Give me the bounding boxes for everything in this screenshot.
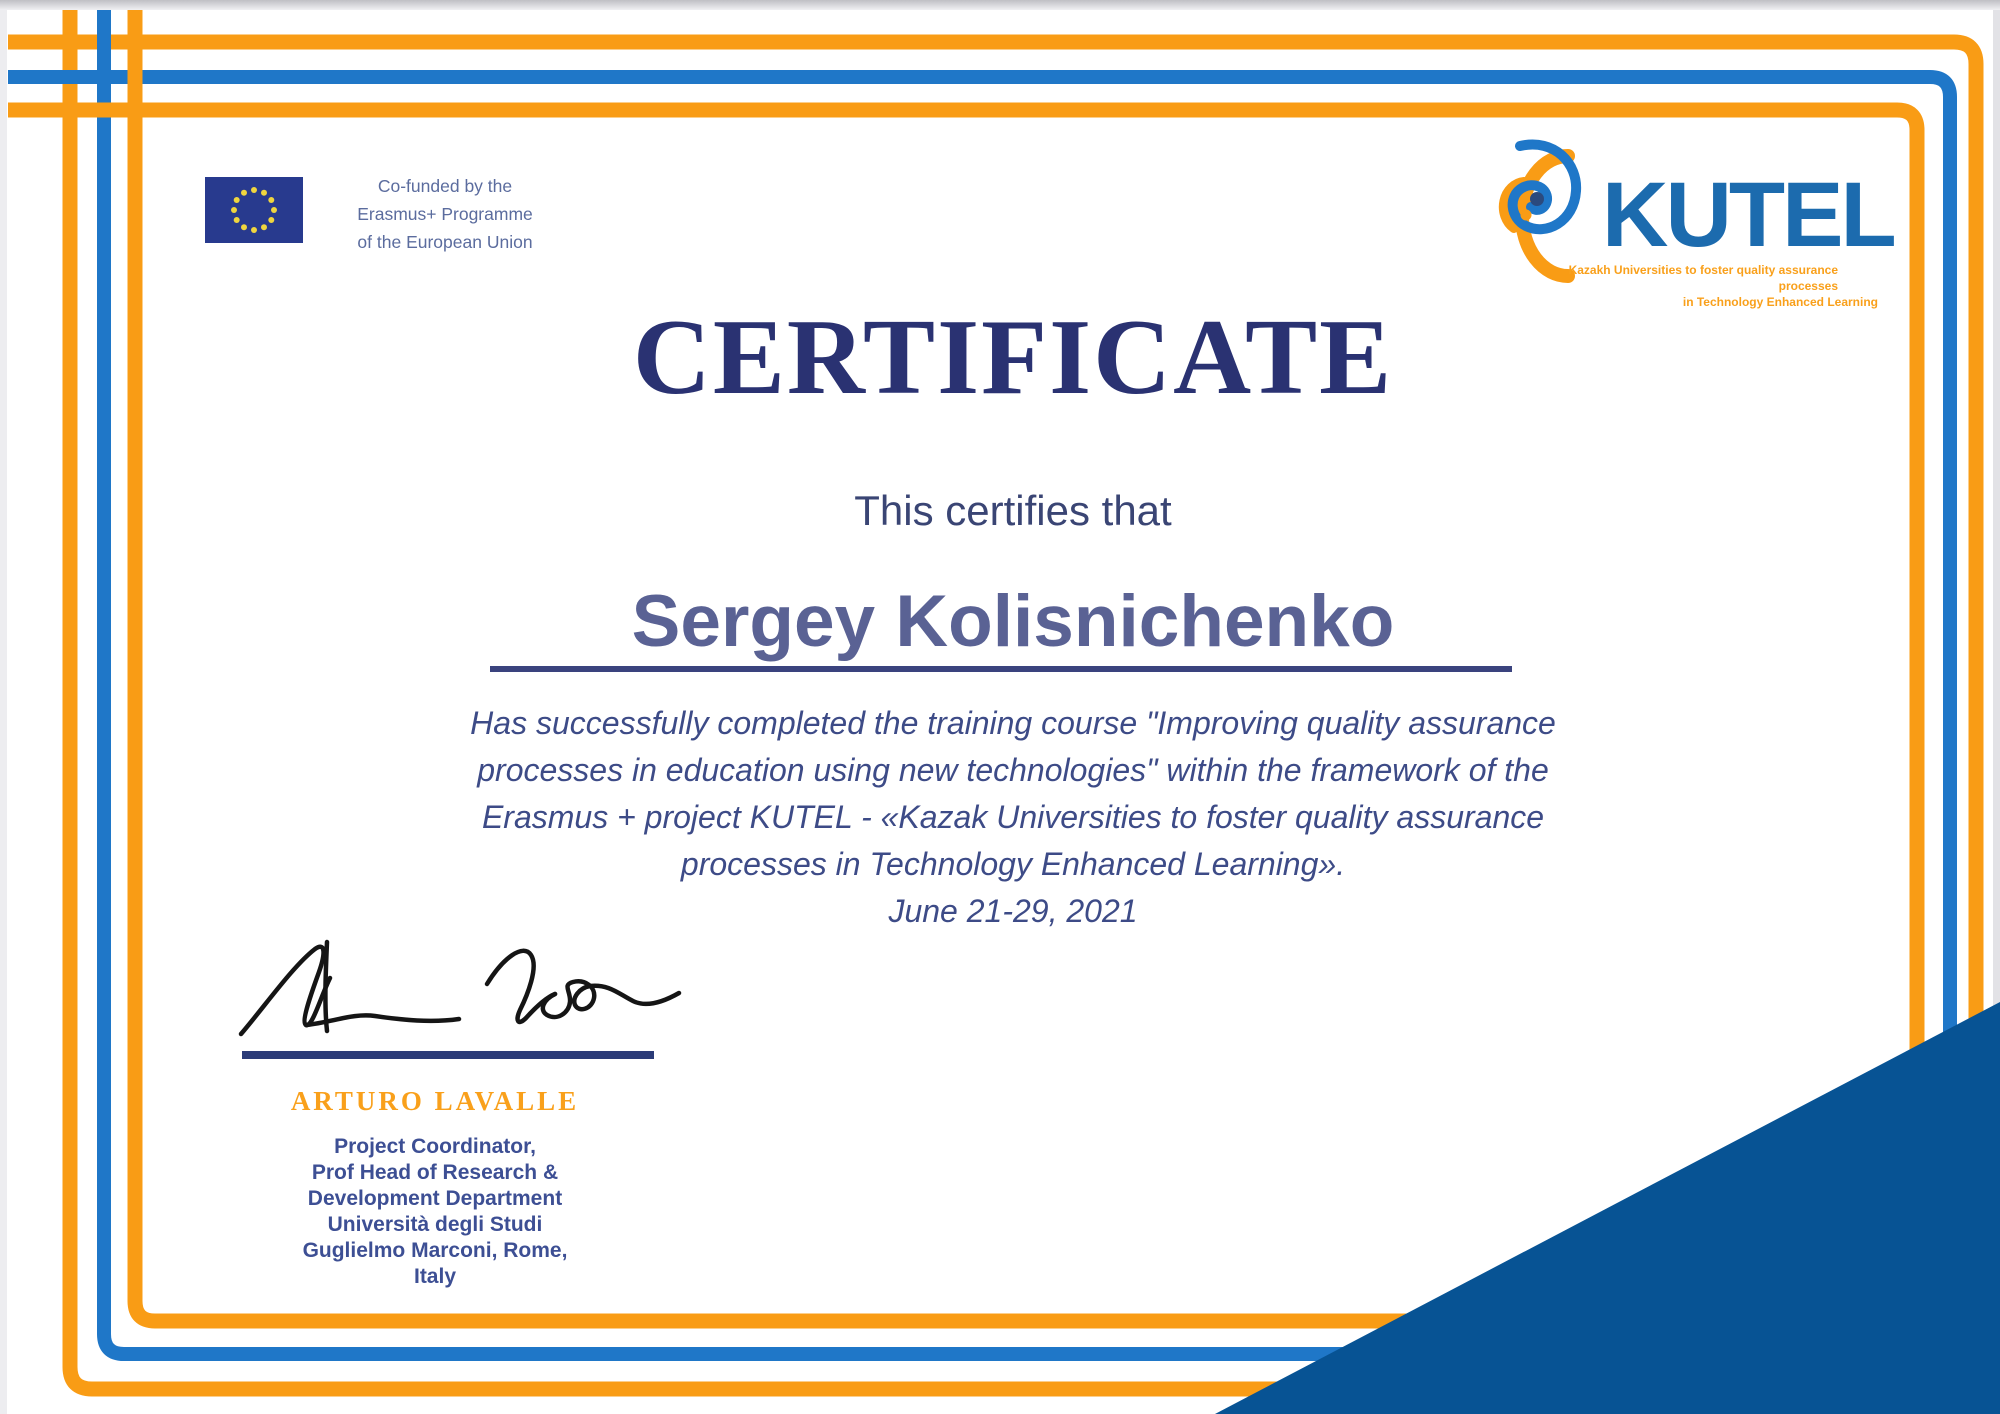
certificate-title: CERTIFICATE — [632, 298, 1394, 417]
signatory-name: ARTURO LAVALLE — [290, 1086, 580, 1116]
kutel-wordmark: KUTEL — [1602, 164, 1894, 266]
recipient-name: Sergey Kolisnichenko — [631, 581, 1395, 662]
kutel-tagline-line: in Technology Enhanced Learning — [1682, 295, 1878, 309]
body-line: Has successfully completed the training course "Improving quality assurance — [470, 705, 1556, 741]
signatory-title-line: Italy — [413, 1265, 457, 1288]
eu-credit-line: Erasmus+ Programme — [357, 204, 533, 224]
signatory-title-line: Development Department — [307, 1187, 563, 1210]
eu-credit-line: of the European Union — [357, 232, 533, 252]
body-line: processes in Technology Enhanced Learning». — [680, 846, 1346, 882]
body-line: Erasmus + project KUTEL - «Kazak Universities to foster quality assurance — [481, 799, 1545, 835]
signatory-title-line: Project Coordinator, — [334, 1135, 536, 1158]
certificate-date: June 21-29, 2021 — [888, 893, 1138, 929]
signatory-title-line: Prof Head of Research & — [311, 1161, 559, 1184]
signatory-title-line: Università degli Studi — [327, 1213, 543, 1236]
kutel-tagline-line: Kazakh Universities to foster quality assurance processes — [1568, 263, 1838, 293]
body-line: processes in education using new technologies" within the framework of the — [477, 752, 1549, 788]
signatory-title-line: Guglielmo Marconi, Rome, — [302, 1239, 568, 1262]
eu-credit-line: Co-funded by the — [377, 176, 513, 196]
screen-edge-top — [0, 0, 2000, 10]
certificate-subtitle: This certifies that — [854, 487, 1172, 534]
